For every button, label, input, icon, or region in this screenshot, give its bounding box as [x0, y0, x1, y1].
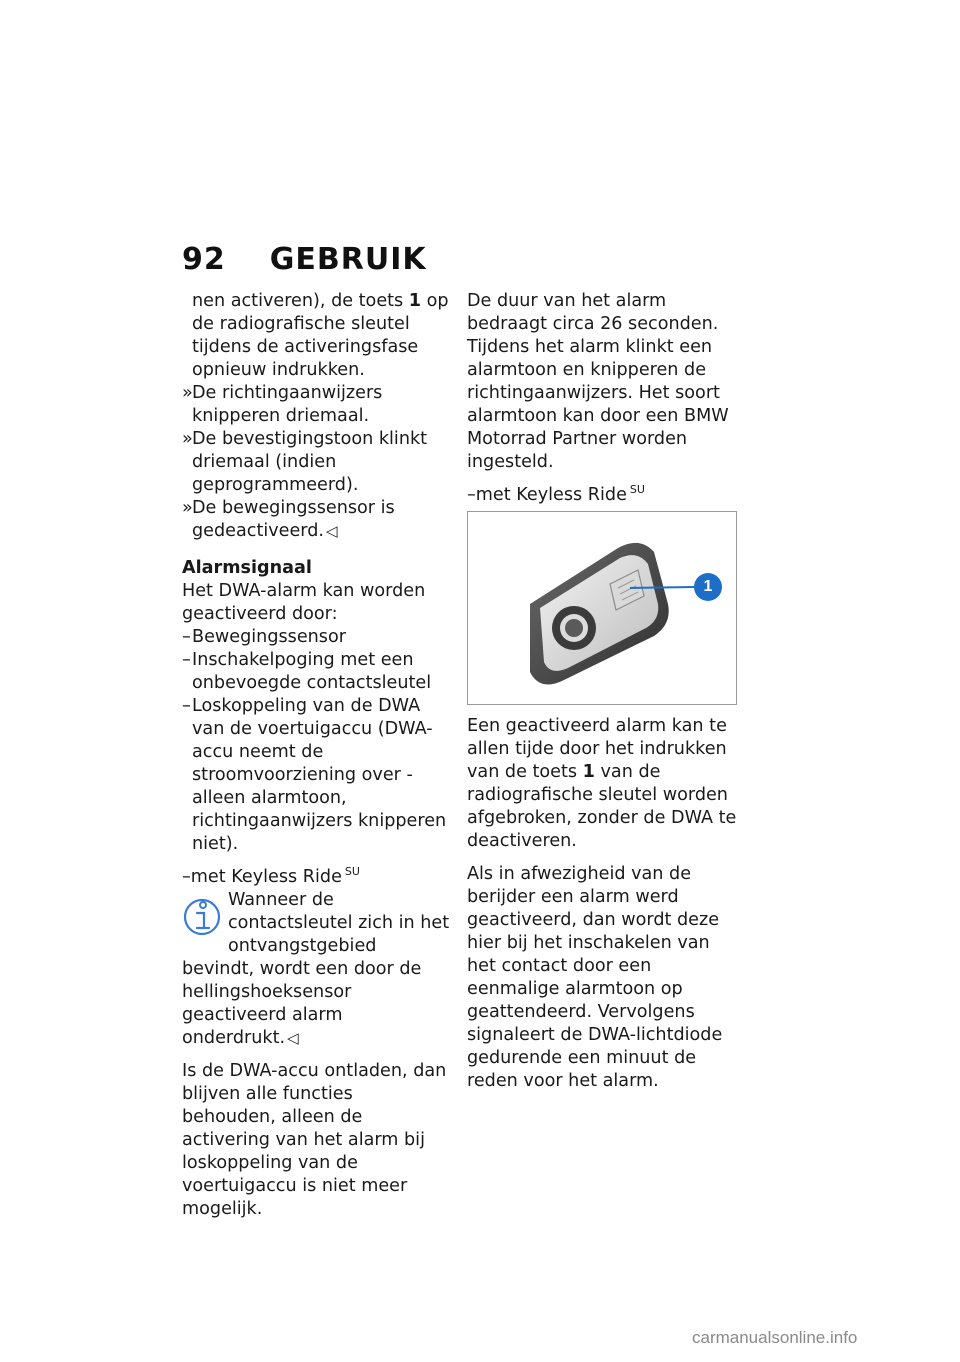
- key-reference: 1: [408, 291, 422, 311]
- intro-paragraph: nen activeren), de toets 1 op de radiografische sleutel tijdens de activeringsfase opnieuw indrukken.: [192, 291, 449, 380]
- duration-paragraph: De duur van het alarm bedraagt circa 26 seconden. Tijdens het alarm klinkt een alarmtoon en knipperen de richtingaanwijzers. Het soort alarmtoon kan door een BMW Motorrad Partner worden ingesteld.: [467, 291, 729, 472]
- page-header: [182, 242, 427, 277]
- list-item: » De bevestigingstoon klinkt driemaal (indien geprogrammeerd).: [182, 429, 428, 495]
- info-icon: [182, 891, 222, 937]
- key-fob-illustration: [468, 512, 736, 704]
- watermark: carmanualsonline.info: [692, 1328, 858, 1347]
- interrupt-paragraph: Een geactiveerd alarm kan te allen tijde door het indrukken van de toets 1 van de radiografische sleutel worden afgebroken, zonder de DWA te deactiveren.: [467, 716, 737, 851]
- left-column: [182, 290, 450, 1231]
- right-column: [467, 290, 739, 1103]
- bullet-marker: »: [182, 383, 193, 403]
- section-heading: Alarmsignaal: [182, 558, 312, 578]
- list-item: – Bewegingssensor: [182, 627, 346, 647]
- absence-paragraph: Als in afwezigheid van de berijder een alarm werd geactiveerd, dan wordt deze hier bij het inschakelen van het contact door een eenmalige alarmtoon op geattendeerd. Vervolgens signaleert de DWA-lichtdiode gedurende een minuut de reden voor het alarm.: [467, 864, 723, 1091]
- list-item: » De bewegingssensor is gedeactiveerd. ◁: [182, 498, 395, 541]
- dash-marker: –: [182, 627, 191, 647]
- key-reference: 1: [582, 762, 595, 782]
- end-of-section-icon: ◁: [287, 1029, 299, 1047]
- info-text: Wanneer de contactsleutel zich in het ontvangstgebied bevindt, wordt een door de hellingshoeksensor geactiveerd alarm onderdrukt.: [182, 890, 450, 1048]
- alarm-intro: Het DWA-alarm kan worden geactiveerd door:: [182, 581, 426, 624]
- bullet-marker: »: [182, 429, 193, 449]
- callout-marker: 1: [694, 573, 722, 601]
- list-item: – Loskoppeling van de DWA van de voertuigaccu (DWA-accu neemt de stroomvoorziening over - alleen alarmtoon, richtingaanwijzers knipperen niet).: [182, 696, 447, 854]
- list-item: » De richtingaanwijzers knipperen driemaal.: [182, 383, 383, 426]
- battery-paragraph: Is de DWA-accu ontladen, dan blijven alle functies behouden, alleen de activering van het alarm bij loskoppeling van de voertuigaccu is niet meer mogelijk.: [182, 1061, 447, 1219]
- section-title: GEBRUIK: [269, 242, 427, 277]
- keyless-label: –met Keyless Ride $^{SU}$: [182, 865, 360, 887]
- keyless-label: –met Keyless Ride $^{SU}$: [467, 483, 645, 505]
- info-note: [182, 889, 450, 1050]
- list-item: – Inschakelpoging met een onbevoegde contactsleutel: [182, 650, 432, 693]
- end-of-section-icon: ◁: [325, 522, 338, 540]
- dash-marker: –: [182, 650, 191, 670]
- dash-marker: –: [182, 696, 191, 716]
- key-fob-figure: [467, 511, 737, 705]
- page-number: 92: [182, 242, 226, 277]
- bullet-marker: »: [182, 498, 193, 518]
